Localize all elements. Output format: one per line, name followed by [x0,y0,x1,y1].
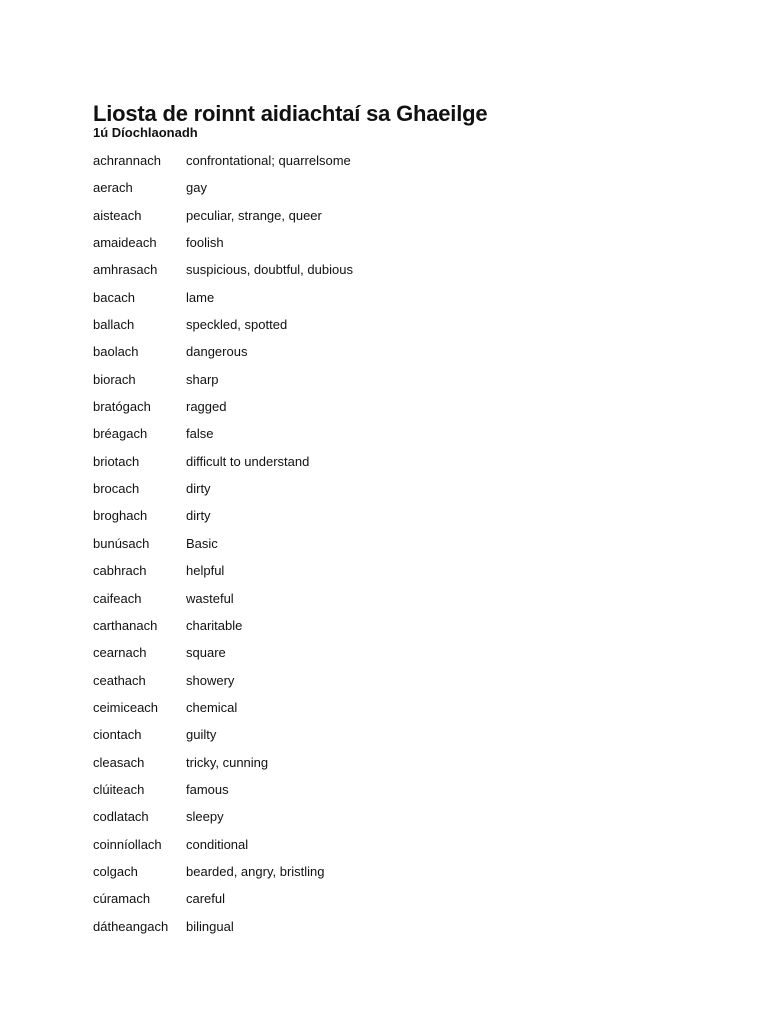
english-translation: wasteful [186,590,234,606]
irish-adjective: aerach [93,180,133,196]
irish-adjective: broghach [93,508,148,524]
page-title: Liosta de roinnt aidiachtaí sa Ghaeilge [93,100,488,126]
english-translation: false [186,426,214,442]
list-item [93,506,613,533]
english-translation: sleepy [186,809,224,825]
list-item [93,753,613,780]
english-translation: suspicious, doubtful, dubious [186,262,353,278]
irish-adjective: caifeach [93,590,142,606]
english-translation: tricky, cunning [186,754,269,770]
english-translation: speckled, spotted [186,317,288,333]
irish-adjective: baolach [93,344,139,360]
irish-adjective: ceathach [93,672,146,688]
irish-adjective: briotach [93,453,140,469]
list-item [93,725,613,752]
english-translation: ragged [186,399,227,415]
list-item [93,889,613,916]
english-translation: gay [186,180,207,196]
list-item [93,589,613,616]
irish-adjective: biorach [93,371,136,387]
list-item [93,424,613,451]
english-translation: charitable [186,617,243,633]
english-translation: confrontational; quarrelsome [186,153,351,168]
list-item [93,397,613,424]
list-item [93,315,613,342]
english-translation: dangerous [186,344,248,360]
adjective-list [93,151,613,944]
list-item [93,233,613,260]
irish-adjective: achrannach [93,153,161,168]
list-item [93,206,613,233]
irish-adjective: bunúsach [93,535,150,551]
list-item [93,561,613,588]
irish-adjective: bacach [93,289,135,305]
irish-adjective: cúramach [93,891,151,907]
english-translation: careful [186,891,226,907]
english-translation: conditional [186,836,249,852]
list-item [93,260,613,287]
list-item [93,671,613,698]
irish-adjective: dátheangach [93,918,169,934]
irish-adjective: ciontach [93,727,142,743]
english-translation: lame [186,289,215,305]
list-item [93,452,613,479]
english-translation: square [186,645,226,661]
irish-adjective: carthanach [93,617,158,633]
english-translation: bearded, angry, bristling [186,863,325,879]
irish-adjective: ceimiceach [93,699,159,715]
irish-adjective: cabhrach [93,563,147,579]
list-item [93,370,613,397]
irish-adjective: coinníollach [93,836,162,852]
list-item [93,342,613,369]
english-translation: difficult to understand [186,453,310,469]
english-translation: showery [186,672,235,688]
irish-adjective: aisteach [93,207,142,223]
english-translation: Basic [186,535,218,551]
list-item [93,616,613,643]
irish-adjective: bratógach [93,399,151,415]
irish-adjective: brocach [93,481,140,497]
english-translation: guilty [186,727,217,743]
irish-adjective: codlatach [93,809,149,825]
english-translation: peculiar, strange, queer [186,207,322,223]
english-translation: famous [186,781,229,797]
list-item [93,479,613,506]
list-item [93,807,613,834]
irish-adjective: clúiteach [93,781,145,797]
english-translation: dirty [186,508,211,524]
english-translation: dirty [186,481,211,497]
irish-adjective: amaideach [93,235,157,251]
english-translation: sharp [186,371,219,387]
list-item [93,862,613,889]
irish-adjective: bréagach [93,426,148,442]
irish-adjective: cearnach [93,645,147,661]
english-translation: foolish [186,235,224,251]
english-translation: helpful [186,563,225,579]
list-item [93,917,613,944]
list-item [93,178,613,205]
english-translation: chemical [186,699,238,715]
irish-adjective: amhrasach [93,262,158,278]
list-item [93,151,613,178]
section-heading: 1ú Díochlaonadh [93,125,198,140]
list-item [93,780,613,807]
list-item [93,288,613,315]
list-item [93,534,613,561]
list-item [93,643,613,670]
irish-adjective: ballach [93,317,135,333]
list-item [93,698,613,725]
irish-adjective: cleasach [93,754,145,770]
list-item [93,835,613,862]
english-translation: bilingual [186,918,234,934]
irish-adjective: colgach [93,863,138,879]
